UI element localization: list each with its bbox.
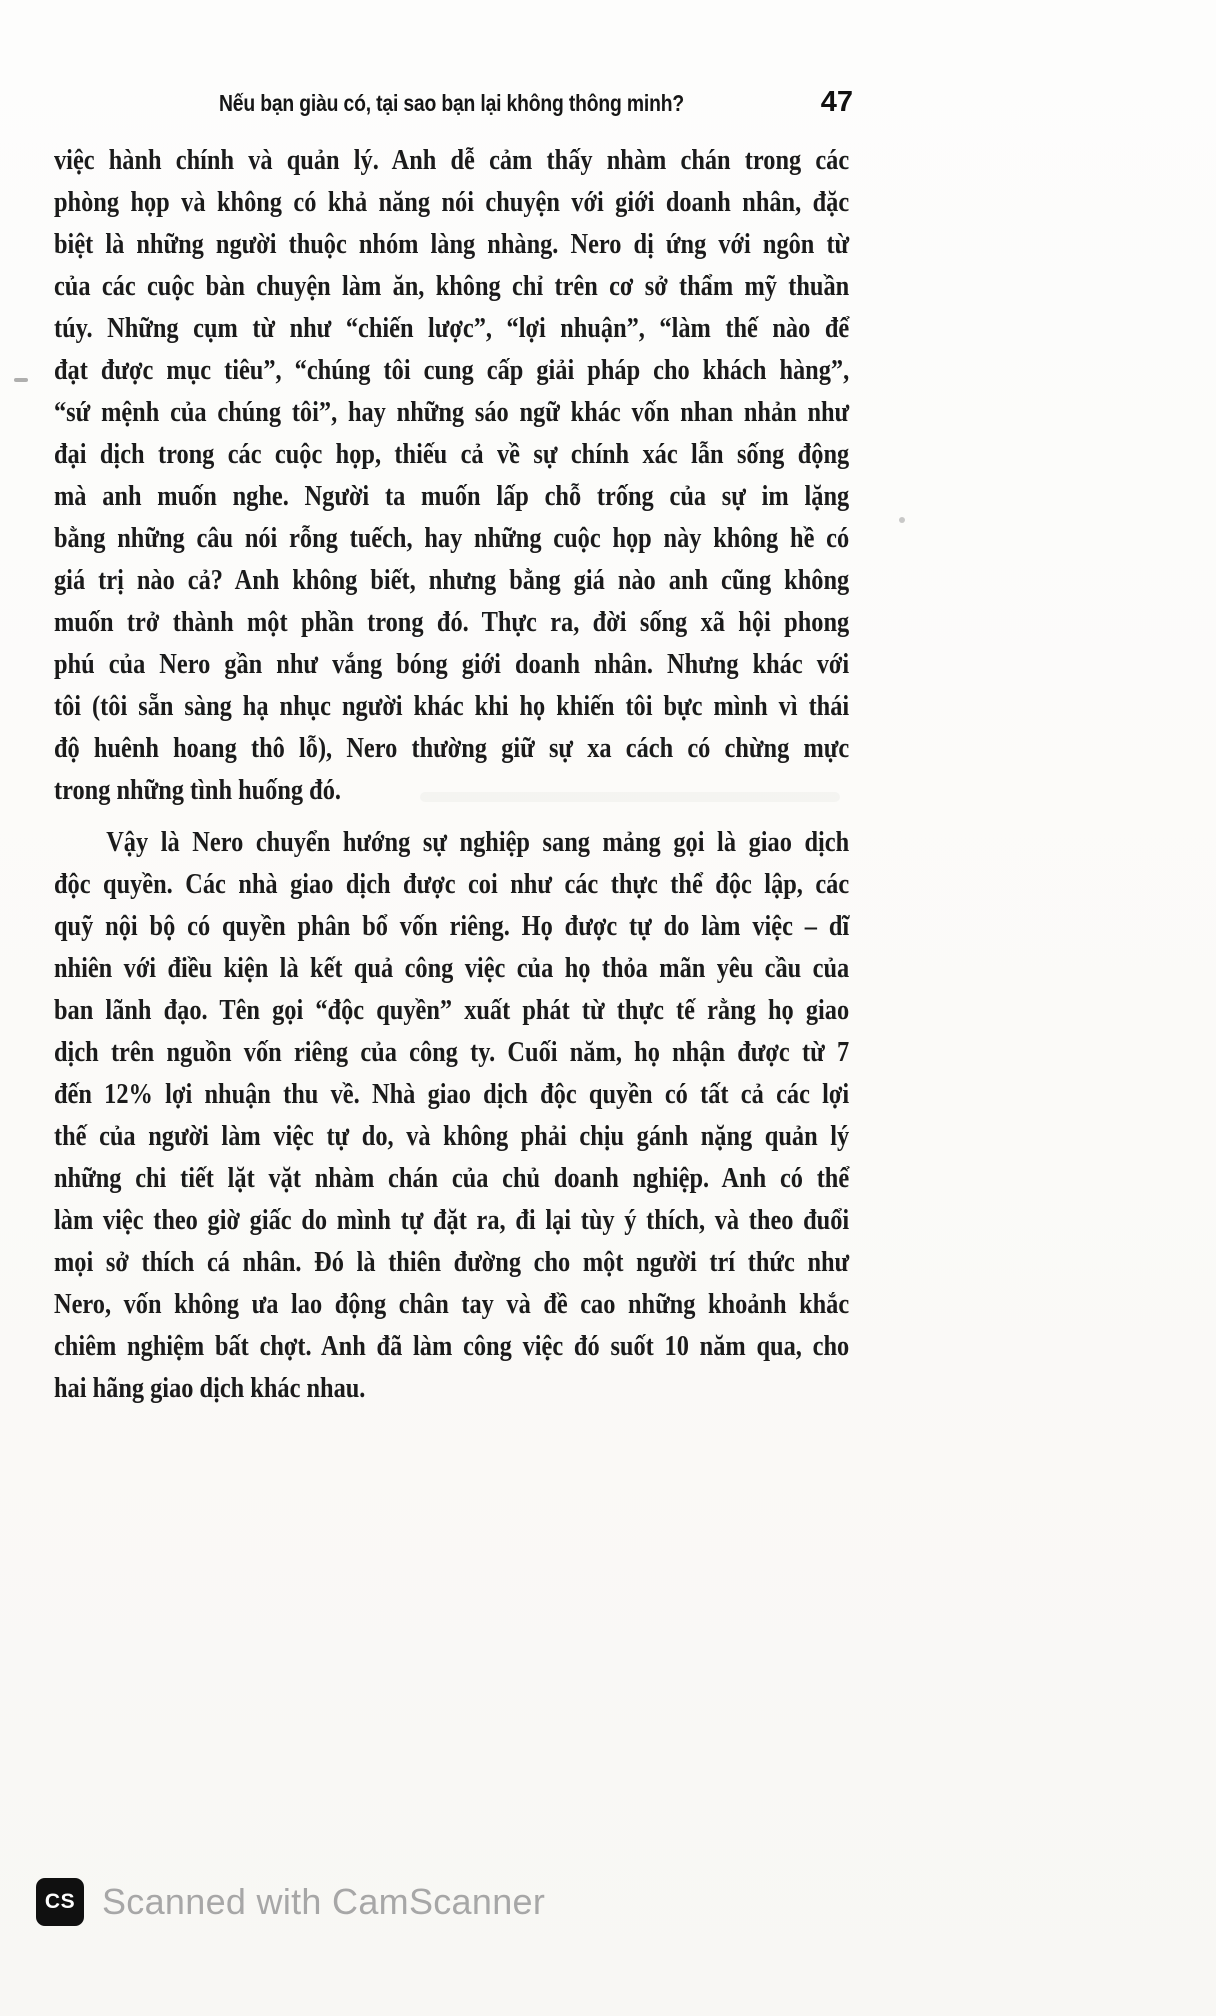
scan-artifact — [899, 517, 905, 523]
text-line: mà anh muốn nghe. Người ta muốn lấp chỗ trống của sự im lặng — [54, 481, 850, 512]
text-line: dịch trên nguồn vốn riêng của công ty. Cuối năm, họ nhận được từ 7 — [54, 1037, 850, 1068]
text-line: nhiên với điều kiện là kết quả công việc của họ thỏa mãn yêu cầu của — [54, 953, 850, 984]
text-line: phòng họp và không có khả năng nói chuyện với giới doanh nhân, đặc — [54, 187, 850, 218]
text-line: mọi sở thích cá nhân. Đó là thiên đường cho một người trí thức như — [54, 1247, 850, 1278]
camscanner-caption: Scanned with CamScanner — [102, 1881, 546, 1922]
text-line: độc quyền. Các nhà giao dịch được coi như các thực thể độc lập, các — [54, 869, 850, 900]
page-header — [54, 86, 853, 126]
text-line: thế của người làm việc tự do, và không phải chịu gánh nặng quản lý — [54, 1121, 850, 1152]
text-line: bằng những câu nói rỗng tuếch, hay những cuộc họp này không hề có — [54, 523, 850, 554]
body-text — [54, 140, 849, 1410]
text-line: trong những tình huống đó. — [54, 775, 341, 806]
text-line: việc hành chính và quản lý. Anh dễ cảm thấy nhàm chán trong các — [54, 145, 850, 176]
text-line: Nero, vốn không ưa lao động chân tay và đề cao những khoảnh khắc — [54, 1289, 850, 1320]
camscanner-logo-icon — [36, 1878, 84, 1926]
scan-artifact — [14, 378, 28, 382]
text-line: của các cuộc bàn chuyện làm ăn, không chỉ trên cơ sở thẩm mỹ thuần — [54, 271, 850, 302]
text-line: độ huênh hoang thô lỗ), Nero thường giữ sự xa cách có chừng mực — [54, 733, 850, 764]
text-line: những chi tiết lặt vặt nhàm chán của chủ doanh nghiệp. Anh có thể — [54, 1163, 850, 1194]
page-number: 47 — [820, 86, 853, 118]
text-line: ban lãnh đạo. Tên gọi “độc quyền” xuất phát từ thực tế rằng họ giao — [54, 995, 850, 1026]
text-line: phú của Nero gần như vắng bóng giới doanh nhân. Nhưng khác với — [54, 649, 850, 680]
text-line: đại dịch trong các cuộc họp, thiếu cả về sự chính xác lẫn sống động — [54, 439, 850, 470]
paragraph — [54, 822, 849, 1410]
paragraph — [54, 140, 849, 812]
text-line: làm việc theo giờ giấc do mình tự đặt ra, đi lại tùy ý thích, và theo đuổi — [54, 1205, 850, 1236]
text-line: muốn trở thành một phần trong đó. Thực ra, đời sống xã hội phong — [54, 607, 850, 638]
camscanner-logo-text: CS — [44, 1890, 76, 1913]
text-line: đạt được mục tiêu”, “chúng tôi cung cấp giải pháp cho khách hàng”, — [54, 355, 850, 386]
camscanner-footer — [36, 1878, 545, 1926]
text-line: biệt là những người thuộc nhóm làng nhàng. Nero dị ứng với ngôn từ — [54, 229, 850, 260]
text-line: chiêm nghiệm bất chợt. Anh đã làm công việc đó suốt 10 năm qua, cho — [54, 1331, 850, 1362]
text-line: hai hãng giao dịch khác nhau. — [54, 1373, 366, 1404]
text-line: Vậy là Nero chuyển hướng sự nghiệp sang mảng gọi là giao dịch — [106, 827, 850, 858]
text-line: túy. Những cụm từ như “chiến lược”, “lợi nhuận”, “làm thế nào để — [54, 313, 850, 344]
text-line: quỹ nội bộ có quyền phân bổ vốn riêng. Họ được tự do làm việc – dĩ — [54, 911, 850, 942]
text-line: “sứ mệnh của chúng tôi”, hay những sáo ngữ khác vốn nhan nhản như — [54, 397, 850, 428]
text-line: tôi (tôi sẵn sàng hạ nhục người khác khi họ khiến tôi bực mình vì thái — [54, 691, 850, 722]
text-line: đến 12% lợi nhuận thu về. Nhà giao dịch độc quyền có tất cả các lợi — [54, 1079, 850, 1110]
running-title: Nếu bạn giàu có, tại sao bạn lại không thông minh? — [219, 90, 684, 116]
text-line: giá trị nào cả? Anh không biết, nhưng bằng giá nào anh cũng không — [54, 565, 850, 596]
